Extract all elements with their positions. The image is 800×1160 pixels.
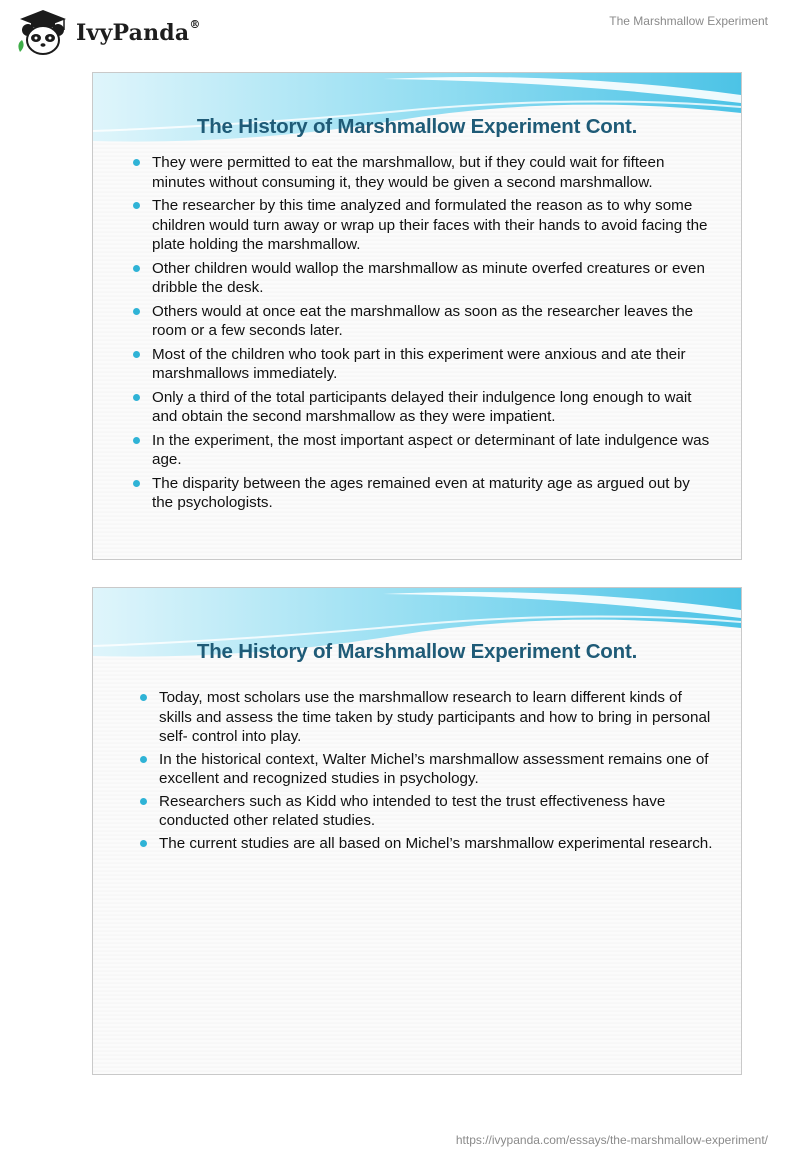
bullet-icon — [133, 308, 140, 315]
slide-wave-decoration — [93, 588, 741, 678]
brand-name: IvyPanda® — [76, 18, 201, 46]
bullet-icon — [140, 756, 147, 763]
bullet-icon — [140, 694, 147, 701]
list-item: In the historical context, Walter Michel’s marshmallow assessment remains one of excellent and recognized studies in psychology. — [138, 750, 718, 789]
list-item: Most of the children who took part in this experiment were anxious and ate their marshmallows immediately. — [131, 345, 711, 384]
bullet-icon — [140, 798, 147, 805]
list-item: Only a third of the total participants delayed their indulgence long enough to wait and obtain the second marshmallow as they were impatient. — [131, 388, 711, 427]
bullet-icon — [133, 394, 140, 401]
list-item: The disparity between the ages remained even at maturity age as argued out by the psychologists. — [131, 474, 711, 513]
page-header — [0, 0, 800, 60]
bullet-icon — [133, 437, 140, 444]
list-item: Today, most scholars use the marshmallow research to learn different kinds of skills and assess the time taken by study participants and how to bring in personal self- control into play. — [138, 688, 718, 747]
bullet-icon — [133, 159, 140, 166]
slide-title: The History of Marshmallow Experiment Cont. — [196, 115, 638, 138]
slide-2 — [92, 587, 742, 1075]
source-url[interactable]: https://ivypanda.com/essays/the-marshmallow-experiment/ — [455, 1133, 768, 1147]
list-item: In the experiment, the most important aspect or determinant of late indulgence was age. — [131, 431, 711, 470]
slide-1 — [92, 72, 742, 560]
list-item: Others would at once eat the marshmallow as soon as the researcher leaves the room or a few seconds later. — [131, 302, 711, 341]
bullet-list — [131, 153, 711, 517]
bullet-icon — [133, 480, 140, 487]
bullet-icon — [133, 265, 140, 272]
list-item: They were permitted to eat the marshmallow, but if they could wait for fifteen minutes without consuming it, they would be given a second marshmallow. — [131, 153, 711, 192]
panda-graduate-icon — [14, 8, 72, 58]
list-item: The researcher by this time analyzed and formulated the reason as to why some children would turn away or wrap up their faces with their hands to avoid facing the plate holding the marshmallow. — [131, 196, 711, 255]
slide-title: The History of Marshmallow Experiment Cont. — [196, 640, 638, 663]
list-item: The current studies are all based on Michel’s marshmallow experimental research. — [138, 834, 718, 854]
list-item: Researchers such as Kidd who intended to test the trust effectiveness have conducted other related studies. — [138, 792, 718, 831]
bullet-list — [138, 688, 718, 856]
bullet-icon — [133, 351, 140, 358]
ivypanda-logo[interactable] — [14, 8, 201, 58]
document-title: The Marshmallow Experiment — [609, 14, 768, 28]
list-item: Other children would wallop the marshmallow as minute overfed creatures or even dribble the desk. — [131, 259, 711, 298]
bullet-icon — [140, 840, 147, 847]
bullet-icon — [133, 202, 140, 209]
